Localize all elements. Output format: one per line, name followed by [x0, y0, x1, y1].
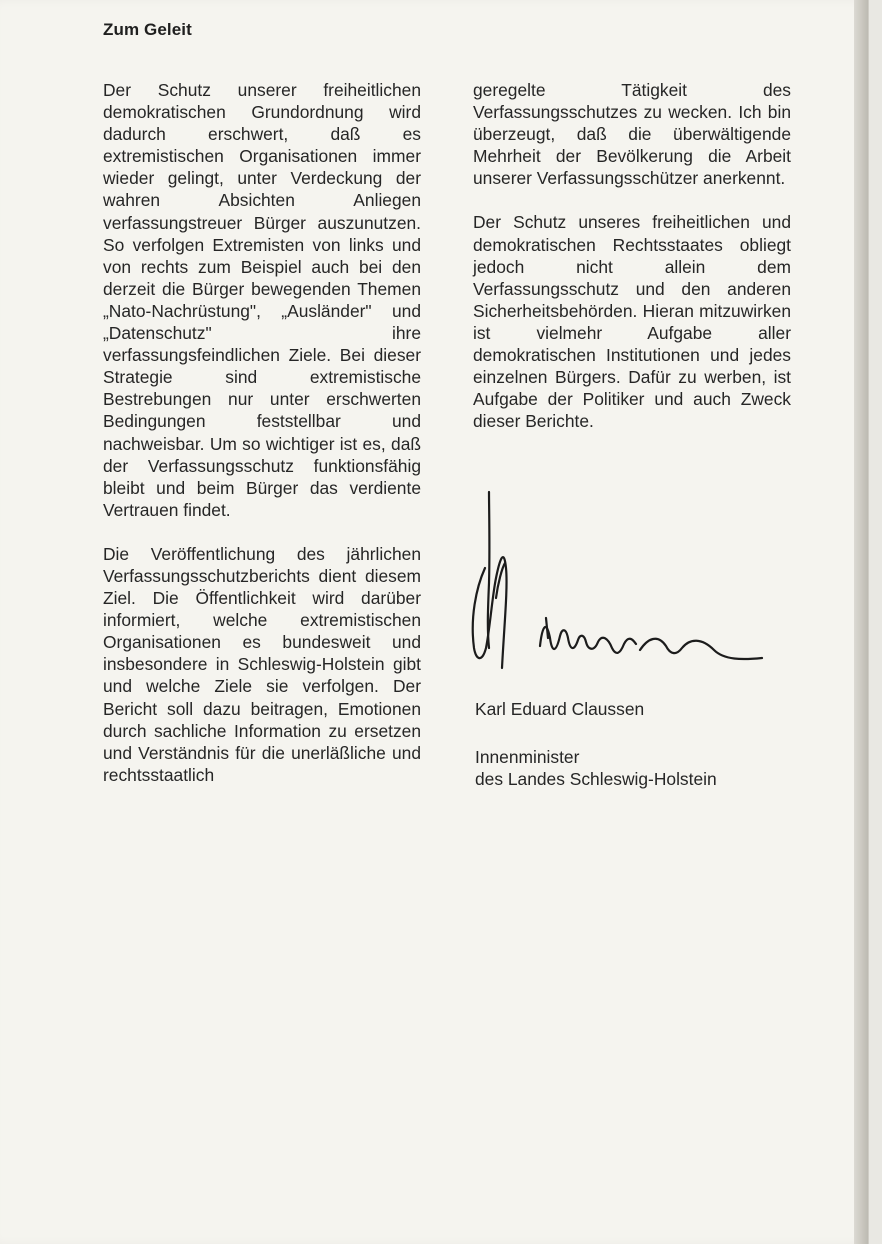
signer-title	[475, 746, 717, 790]
right-paragraph-1: geregelte Tätigkeit des Verfassungsschutzes zu wecken. Ich bin überzeugt, daß die überwältigende Mehrheit der Bevölkerung die Arbeit unserer Verfassungsschützer anerkennt.	[473, 80, 791, 189]
left-column	[103, 79, 421, 808]
left-paragraph-2: Die Veröffentlichung des jährlichen Verfassungsschutzberichts dient diesem Ziel. Die Öffentlichkeit wird darüber informiert, welche extremistischen Organisationen es bundesweit und insbesondere in Schleswig-Holstein gibt und welche Ziele sie verfolgen. Der Bericht soll dazu beitragen, Emotionen durch sachliche Information zu ersetzen und Verständnis für die unerläßliche und rechtsstaatlich	[103, 543, 421, 785]
right-paragraph-2: Der Schutz unseres freiheitlichen und demokratischen Rechtsstaates obliegt jedoch nicht allein dem Verfassungsschutz und den anderen Sicherheitsbehörden. Hieran mitzuwirken ist vielmehr Aufgabe aller demokratischen Institutionen und jedes einzelnen Bürgers. Dafür zu werben, ist Aufgabe der Politiker und auch Zweck dieser Berichte.	[473, 212, 791, 432]
signer-title-line-1: Innenminister	[475, 747, 580, 767]
page-edge	[854, 0, 868, 1244]
signer-title-line-2: des Landes Schleswig-Holstein	[475, 769, 717, 790]
right-column	[473, 79, 791, 454]
page-title: Zum Geleit	[103, 20, 192, 39]
handwritten-signature	[462, 488, 782, 688]
left-paragraph-1: Der Schutz unserer freiheitlichen demokratischen Grundordnung wird dadurch erschwert, daß es extremistischen Organisationen immer wieder gelingt, unter Verdeckung der wahren Absichten Anliegen verfassungstreuer Bürger auszunutzen. So verfolgen Extremisten von links und von rechts zum Beispiel auch bei den derzeit die Bürger bewegenden Themen „Nato-Nachrüstung", „Ausländer" und „Datenschutz" ihre verfassungsfeindlichen Ziele. Bei dieser Strategie sind extremistische Bestrebungen nur unter erschwerten Bedingungen feststellbar und nachweisbar. Um so wichtiger ist es, daß der Verfassungsschutz funktionsfähig bleibt und beim Bürger das verdiente Vertrauen findet.	[103, 80, 421, 520]
signer-name: Karl Eduard Claussen	[475, 699, 645, 719]
